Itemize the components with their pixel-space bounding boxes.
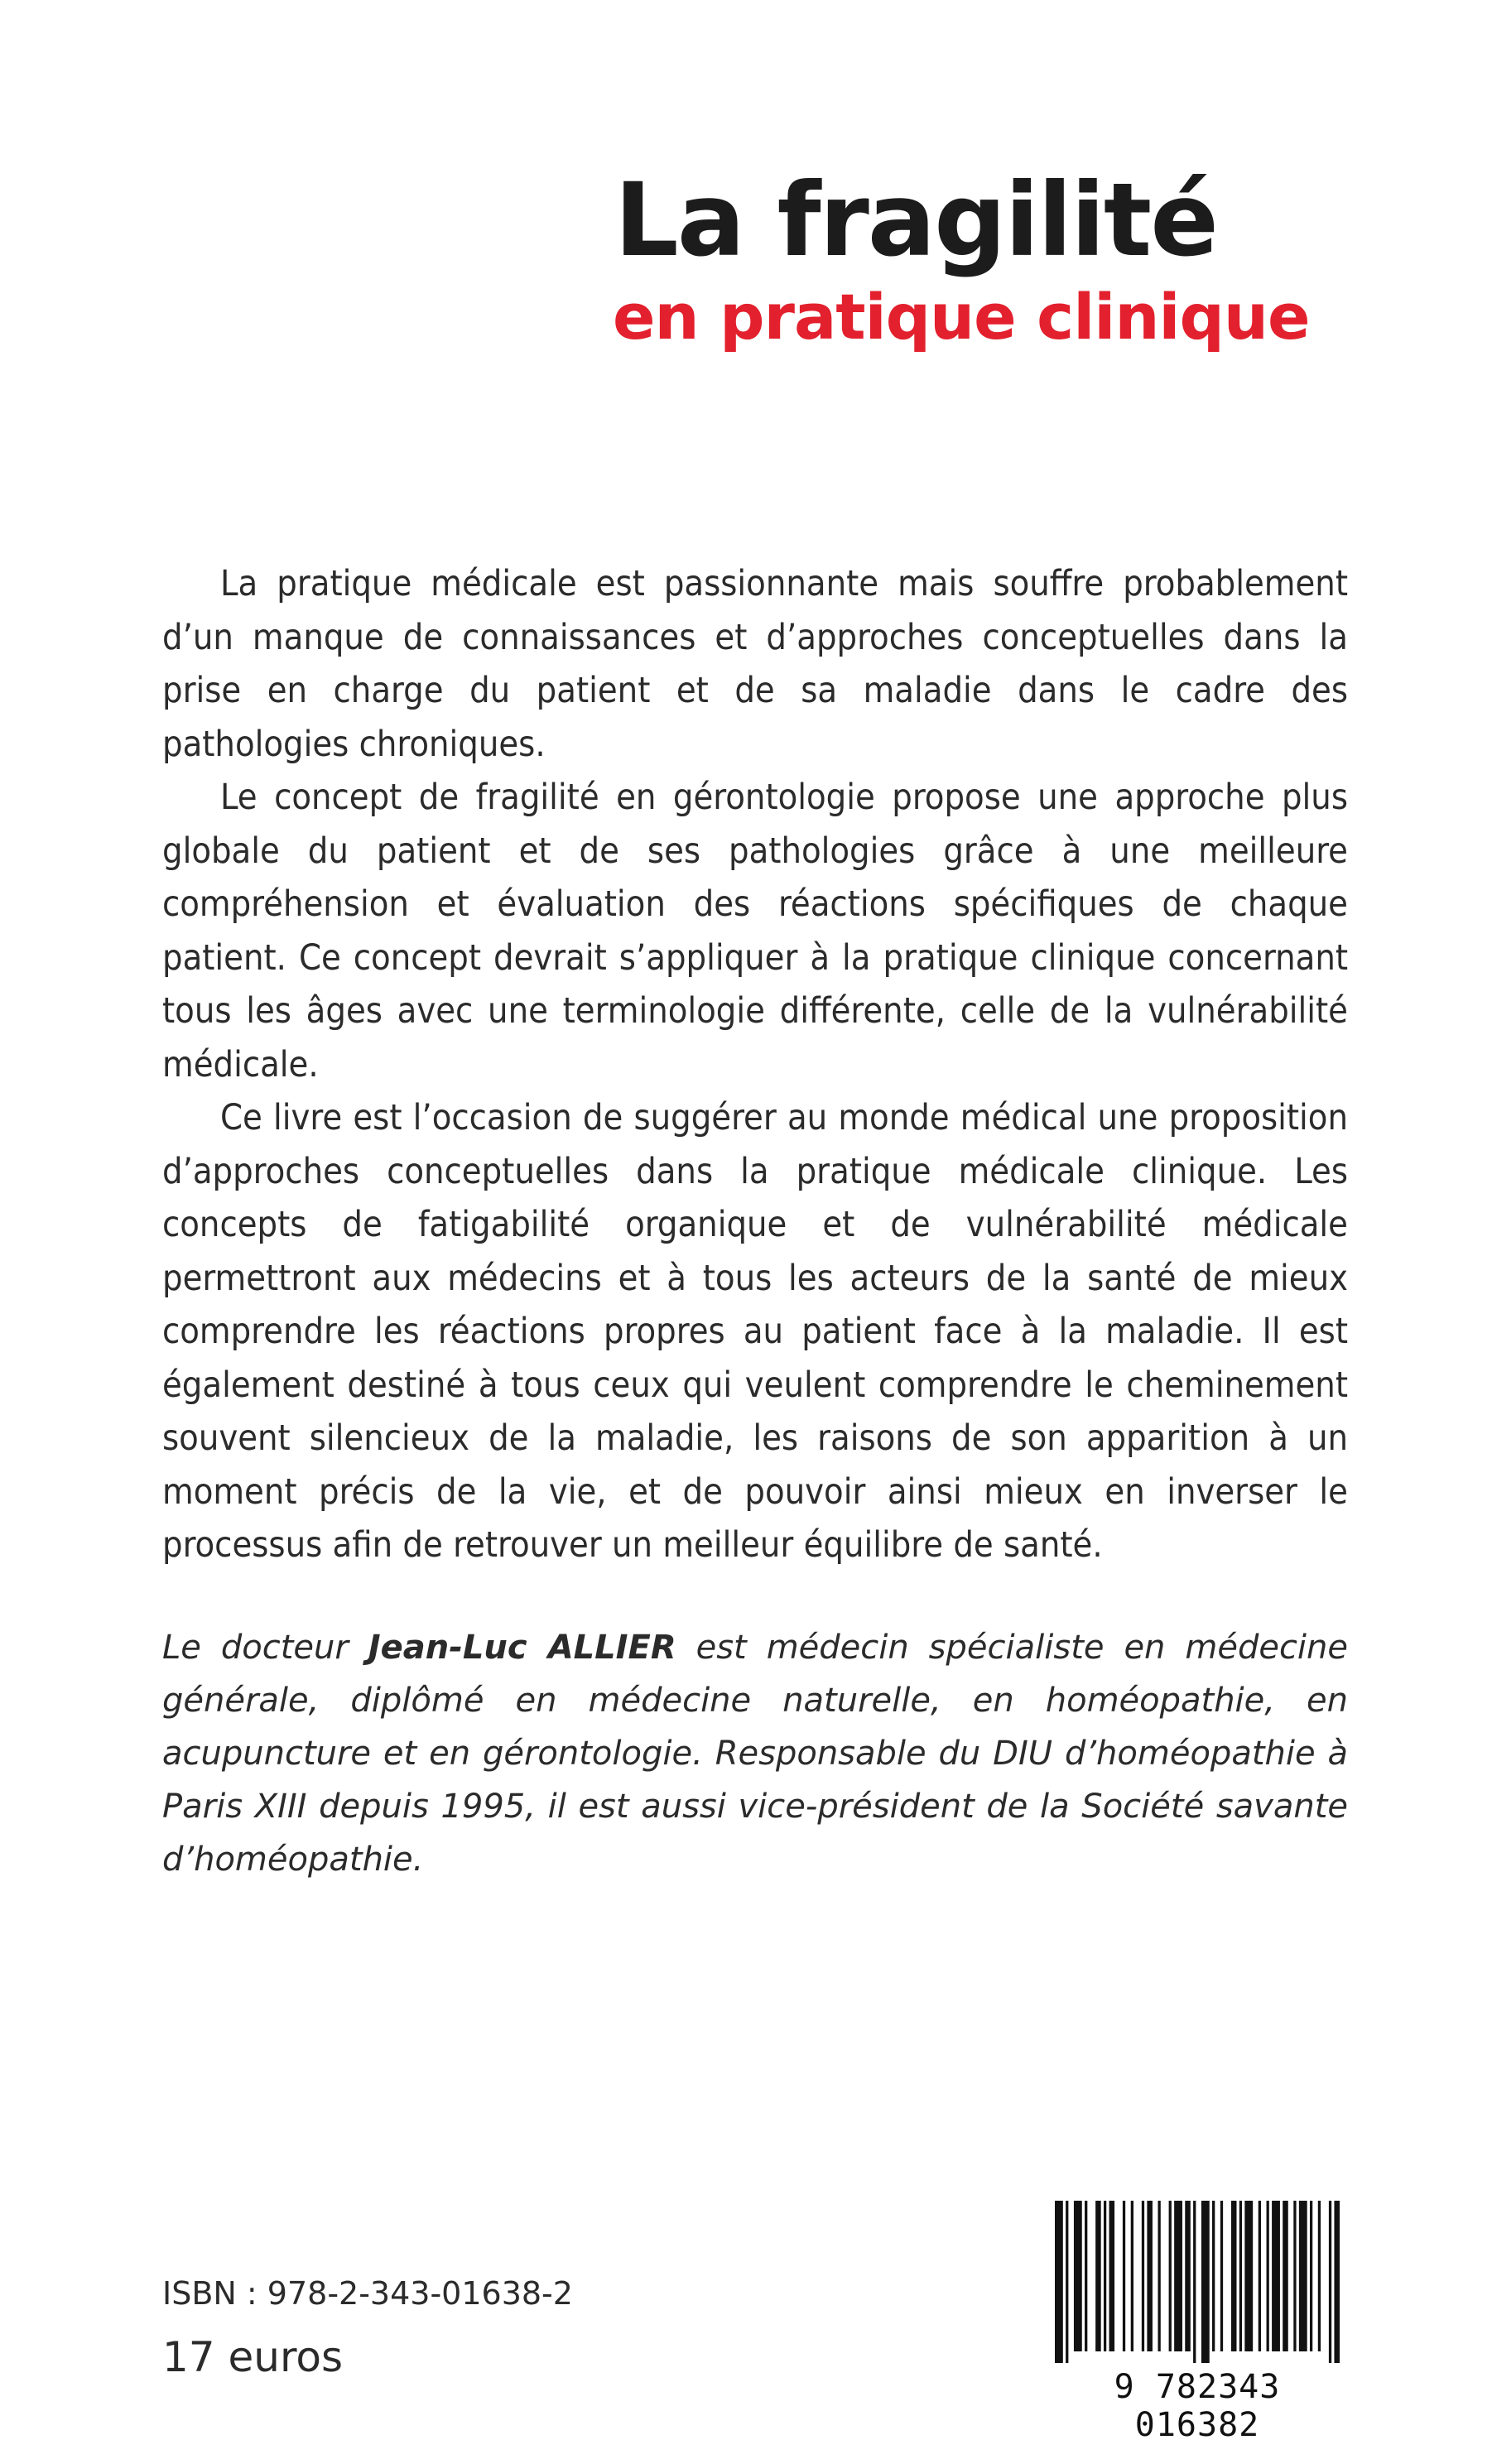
barcode-bar <box>1212 2201 1215 2351</box>
blurb-paragraph: La pratique médicale est passionnante mais souffre probablement d’un manque de connaissances et d’approches conceptuelles dans la prise en charge du patient et de sa maladie dans le cadre des pathologies chroniques. <box>162 563 1348 765</box>
blurb-paragraph: Ce livre est l’occasion de suggérer au monde médical une proposition d’approches conceptuelles dans la pratique médicale clinique. Les concepts de fatigabilité organique et de vulnérabilité médicale permettront aux médecins et à tous les acteurs de la santé de mieux comprendre les réactions propres au patient face à la maladie. Il est également destiné à tous ceux qui veulent comprendre le cheminement souvent silencieux de la maladie, les raisons de son apparition à un moment précis de la vie, et de pouvoir ainsi mieux en inverser le processus afin de retrouver un meilleur équilibre de santé. <box>162 1097 1348 1566</box>
barcode-bar <box>1293 2201 1296 2351</box>
barcode-bar <box>1104 2201 1106 2351</box>
author-bio <box>162 1621 1348 1886</box>
barcode-bar <box>1147 2201 1153 2351</box>
back-cover-blurb <box>162 557 1348 1572</box>
author-name: Jean-Luc ALLIER <box>368 1629 676 1667</box>
barcode-bar <box>1244 2201 1253 2351</box>
blurb-paragraph: Le concept de fragilité en gérontologie propose une approche plus globale du patient et de ses pathologies grâce à une meilleure compréhension et évaluation des réactions spécifiques de chaque patient. Ce concept devrait s’appliquer à la pratique clinique concernant tous les âges avec une terminologie différente, celle de la vulnérabilité médicale. <box>162 777 1348 1085</box>
barcode-bar <box>1095 2201 1101 2351</box>
barcode-bar <box>1239 2201 1242 2351</box>
barcode-bar <box>1334 2201 1340 2363</box>
barcode-bar <box>1158 2201 1161 2351</box>
barcode-bar <box>1329 2201 1331 2363</box>
isbn-label: ISBN : 978-2-343-01638-2 <box>162 2275 573 2312</box>
barcode-bar <box>1109 2201 1115 2351</box>
barcode-bar <box>1231 2201 1237 2351</box>
barcode-bar <box>1055 2201 1063 2363</box>
barcode-bar <box>1174 2201 1182 2351</box>
barcode-bar <box>1283 2201 1288 2351</box>
price-label: 17 euros <box>162 2333 344 2381</box>
barcode-bar <box>1299 2201 1307 2351</box>
bio-text: est médecin spécialiste en médecine générale, diplômé en médecine naturelle, en homéopathie, en acupuncture et en gérontologie. Responsable du DIU d’homéopathie à Paris XIII depuis 1995, il est aussi vice-président de la Société savante d’homéopathie. <box>162 1629 1349 1879</box>
barcode-digits: 9 782343 016382 <box>1114 2368 1281 2444</box>
barcode-bar <box>1272 2201 1280 2351</box>
barcode-bar <box>1220 2201 1223 2351</box>
barcode-bar <box>1310 2201 1312 2351</box>
barcode-bar <box>1267 2201 1269 2351</box>
barcode-bar <box>1259 2201 1261 2351</box>
barcode-bar <box>1185 2201 1191 2351</box>
barcode-bar <box>1085 2201 1087 2351</box>
barcode-bar <box>1123 2201 1125 2351</box>
barcode-bar <box>1131 2201 1133 2351</box>
barcode-bar <box>1201 2201 1210 2363</box>
barcode <box>1045 2192 1350 2444</box>
barcode-bar <box>1142 2201 1144 2351</box>
bio-prefix: Le docteur <box>162 1629 368 1667</box>
barcode-bar <box>1169 2201 1172 2351</box>
barcode-icon <box>1055 2201 1340 2363</box>
barcode-bar <box>1074 2201 1082 2351</box>
barcode-bar <box>1066 2201 1068 2363</box>
book-subtitle: en pratique clinique <box>613 280 1310 354</box>
book-title: La fragilité <box>614 161 1217 279</box>
barcode-bar <box>1193 2201 1196 2363</box>
barcode-bar <box>1318 2201 1321 2351</box>
